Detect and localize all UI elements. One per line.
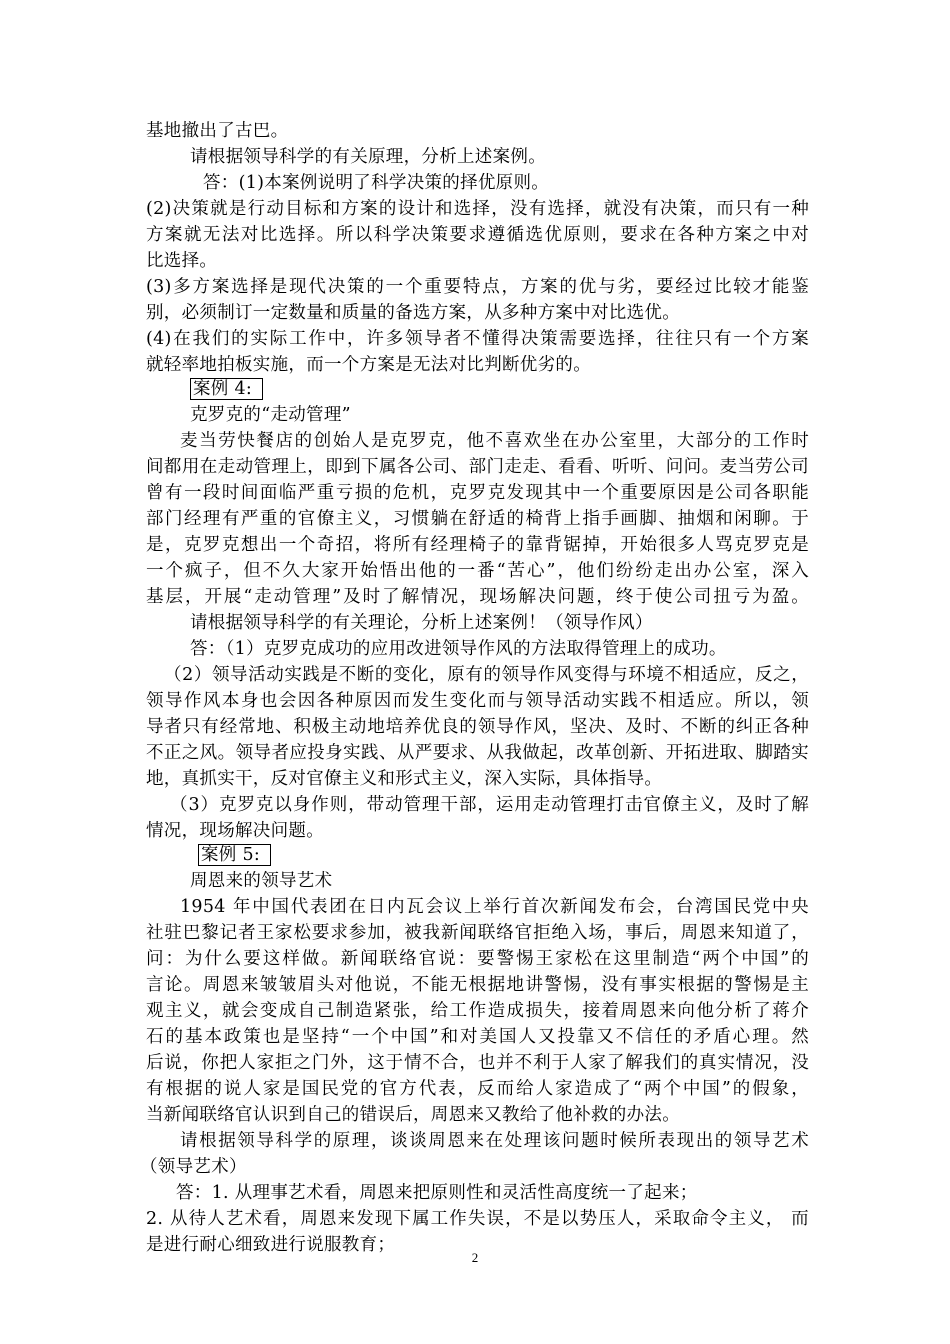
text-line: 基层，开展“走动管理”及时了解情况，现场解决问题，终于使公司扭亏为盈。 xyxy=(146,587,809,607)
text-line: 当新闻联络官认识到自己的错误后，周恩来又教给了他补救的办法。 xyxy=(146,1105,680,1125)
case-label-box: 案例 4: xyxy=(190,378,263,400)
text-line: 答：1. 从理事艺术看，周恩来把原则性和灵活性高度统一了起来； xyxy=(176,1183,698,1203)
text-line: 部门经理有严重的官僚主义，习惯躺在舒适的椅背上指手画脚、抽烟和闲聊。于 xyxy=(146,509,809,529)
text-line: 1954 年中国代表团在日内瓦会议上举行首次新闻发布会，台湾国民党中央 xyxy=(180,897,809,917)
text-line: 是进行耐心细致进行说服教育； xyxy=(146,1235,396,1255)
text-line: 后说，你把人家拒之门外，这于情不合，也并不利于人家了解我们的真实情况，没 xyxy=(146,1053,809,1073)
text-line: 方案就无法对比选择。所以科学决策要求遵循选优原则，要求在各种方案之中对 xyxy=(146,225,809,245)
text-line: 领导作风本身也会因各种原因而发生变化而与领导活动实践不相适应。所以，领 xyxy=(146,691,809,711)
case-label-box: 案例 5: xyxy=(198,844,271,866)
text-line: 2. 从待人艺术看，周恩来发现下属工作失误，不是以势压人，采取命令主义， 而 xyxy=(146,1209,809,1229)
text-line: 请根据领导科学的原理，谈谈周恩来在处理该问题时候所表现出的领导艺术 xyxy=(180,1131,809,1151)
text-line: 请根据领导科学的有关理论，分析上述案例！（领导作风） xyxy=(190,613,653,633)
text-line: (3)多方案选择是现代决策的一个重要特点，方案的优与劣，要经过比较才能鉴 xyxy=(146,277,809,297)
text-line: 石的基本政策也是坚持“一个中国”和对美国人又投靠又不信任的矛盾心理。然 xyxy=(146,1027,809,1047)
text-line: 一个疯子，但不久大家开始悟出他的一番“苦心”，他们纷纷走出办公室，深入 xyxy=(146,561,809,581)
text-line: 麦当劳快餐店的创始人是克罗克，他不喜欢坐在办公室里，大部分的工作时 xyxy=(180,431,809,451)
text-line: 比选择。 xyxy=(146,251,218,271)
text-line: 不正之风。领导者应投身实践、从严要求、从我做起，改革创新、开拓进取、脚踏实 xyxy=(146,743,809,763)
text-line: （领导艺术） xyxy=(140,1157,247,1177)
case-title: 周恩来的领导艺术 xyxy=(190,871,333,891)
text-line: 答：(1)本案例说明了科学决策的择优原则。 xyxy=(203,173,550,193)
text-line: 是，克罗克想出一个奇招，将所有经理椅子的靠背锯掉，开始很多人骂克罗克是 xyxy=(146,535,809,555)
text-line: 观主义，就会变成自己制造紧张，给工作造成损失，接着周恩来向他分析了蒋介 xyxy=(146,1001,809,1021)
text-line: 问：为什么要这样做。新闻联络官说：要警惕王家松在这里制造“两个中国”的 xyxy=(146,949,809,969)
text-line: 别，必须制订一定数量和质量的备选方案，从多种方案中对比选优。 xyxy=(146,303,680,323)
case-heading xyxy=(190,376,263,402)
text-line: 就轻率地拍板实施，而一个方案是无法对比判断优劣的。 xyxy=(146,355,591,375)
text-line: 地，真抓实干，反对官僚主义和形式主义，深入实际，具体指导。 xyxy=(146,769,663,789)
text-line: 基地撤出了古巴。 xyxy=(146,121,289,141)
case-title: 克罗克的“走动管理” xyxy=(190,405,351,425)
text-line: 答：（1）克罗克成功的应用改进领导作风的方法取得管理上的成功。 xyxy=(190,639,727,659)
case-heading xyxy=(198,842,271,868)
text-line: 间都用在走动管理上，即到下属各公司、部门走走、看看、听听、问问。麦当劳公司 xyxy=(146,457,809,477)
text-line: (4)在我们的实际工作中，许多领导者不懂得决策需要选择，往往只有一个方案 xyxy=(146,329,809,349)
page-number: 2 xyxy=(471,1250,479,1265)
text-line: 有根据的说人家是国民党的官方代表，反而给人家造成了“两个中国”的假象， xyxy=(146,1079,809,1099)
text-line: （3）克罗克以身作则，带动管理干部，运用走动管理打击官僚主义，及时了解 xyxy=(170,795,809,815)
text-line: （2）领导活动实践是不断的变化，原有的领导作风变得与环境不相适应，反之， xyxy=(164,665,809,685)
text-line: (2)决策就是行动目标和方案的设计和选择，没有选择，就没有决策，而只有一种 xyxy=(146,199,809,219)
text-line: 情况，现场解决问题。 xyxy=(146,821,324,841)
text-line: 曾有一段时间面临严重亏损的危机，克罗克发现其中一个重要原因是公司各职能 xyxy=(146,483,809,503)
text-line: 社驻巴黎记者王家松要求参加，被我新闻联络官拒绝入场，事后，周恩来知道了， xyxy=(146,923,809,943)
text-line: 请根据领导科学的有关原理，分析上述案例。 xyxy=(190,147,546,167)
text-line: 言论。周恩来皱皱眉头对他说，不能无根据地讲警惕，没有事实根据的警惕是主 xyxy=(146,975,809,995)
text-line: 导者只有经常地、积极主动地培养优良的领导作风，坚决、及时、不断的纠正各种 xyxy=(146,717,809,737)
